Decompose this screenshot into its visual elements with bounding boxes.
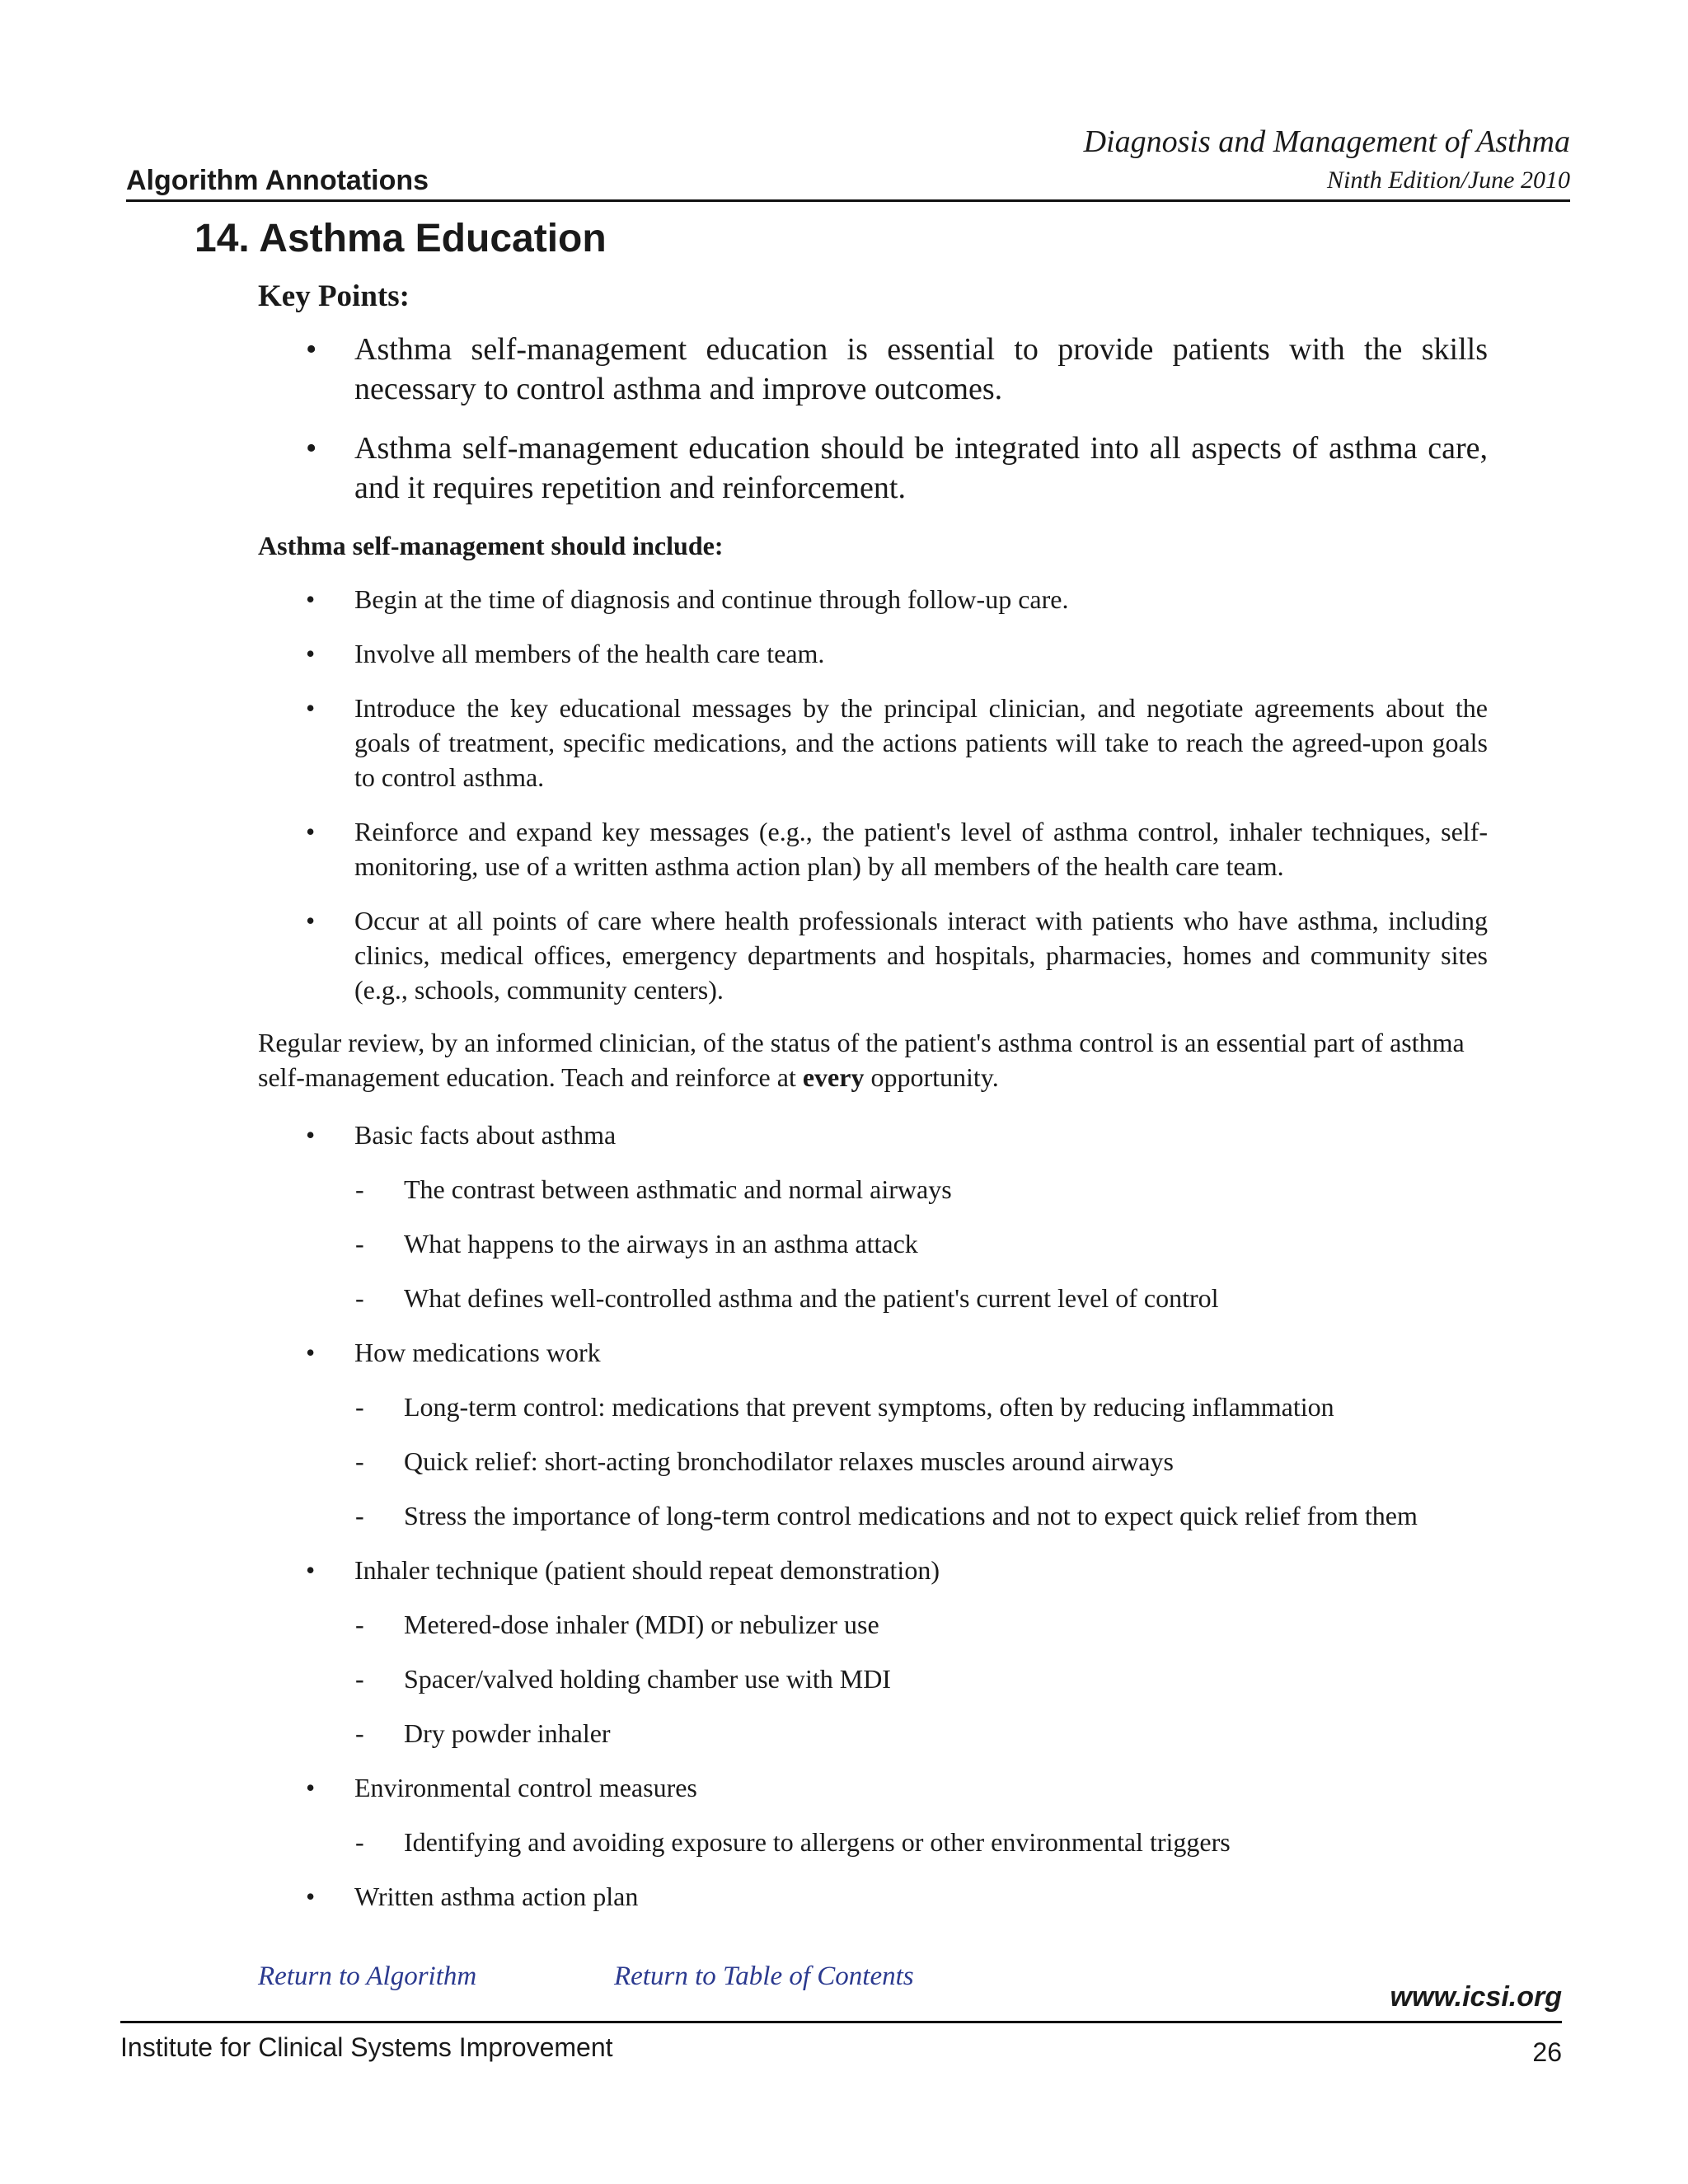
sub-item [258,1661,1488,1696]
sub-item-text: What defines well-controlled asthma and the patient's current level of control [404,1283,1219,1313]
sub-item [258,1172,1488,1207]
key-point [258,429,1488,508]
key-points-label: Key Points: [258,279,410,313]
dash-icon: - [355,1610,364,1639]
bullet-icon: • [306,906,316,935]
topic-label: Basic facts about asthma [354,1120,617,1150]
key-point-text: Asthma self-management education should be integrated into all aspects of asthma care, and it requires repetition and reinforcement. [354,431,1488,505]
sub-item-text: Dry powder inhaler [404,1718,611,1748]
sub-item-text: Metered-dose inhaler (MDI) or nebulizer use [404,1610,879,1639]
sub-item-text: Spacer/valved holding chamber use with MDI [404,1664,891,1694]
topic-item [258,1335,1488,1370]
header-rule [126,199,1570,202]
bullet-icon: • [306,1120,316,1150]
organization-name: Institute for Clinical Systems Improvement [120,2032,613,2062]
footer-rule [120,2021,1562,2023]
list-item-text: Reinforce and expand key messages (e.g., the patient's level of asthma control, inhaler techniques, self-monitoring, use of a written asthma action plan) by all members of the health care team. [354,817,1488,881]
bullet-icon: • [306,1338,316,1367]
key-point-text: Asthma self-management education is essential to provide patients with the skills necessary to control asthma and improve outcomes. [354,332,1488,406]
topic-item [258,1118,1488,1152]
topic-label: Written asthma action plan [354,1882,639,1911]
website-url: www.icsi.org [1390,1981,1562,2013]
review-text-end: opportunity. [864,1062,999,1092]
sub-item [258,1607,1488,1642]
sub-item [258,1716,1488,1750]
topic-item [258,1770,1488,1805]
document-title: Diagnosis and Management of Asthma [1083,124,1570,159]
topic-item [258,1879,1488,1914]
bullet-icon: • [306,693,316,723]
review-emphasis: every [802,1062,865,1092]
bullet-icon: • [306,1773,316,1802]
list-item [258,636,1488,671]
sub-item [258,1444,1488,1479]
list-item [258,582,1488,616]
list-item [258,691,1488,794]
sub-item-text: Identifying and avoiding exposure to allergens or other environmental triggers [404,1827,1231,1857]
sub-item-text: Long-term control: medications that prevent symptoms, often by reducing inflammation [404,1392,1334,1422]
bullet-icon: • [306,431,317,466]
topic-list [258,1118,1488,1933]
review-paragraph [258,1025,1488,1094]
return-to-toc-link[interactable]: Return to Table of Contents [614,1961,914,1991]
bullet-icon: • [306,639,316,668]
bullet-icon: • [306,332,317,367]
dash-icon: - [355,1501,364,1530]
topic-label: Inhaler technique (patient should repeat demonstration) [354,1555,940,1585]
list-item [258,903,1488,1007]
sub-item-text: What happens to the airways in an asthma attack [404,1229,918,1258]
sub-item [258,1825,1488,1859]
list-item [258,814,1488,883]
key-point [258,330,1488,409]
sub-item-text: The contrast between asthmatic and normal airways [404,1174,952,1204]
dash-icon: - [355,1664,364,1694]
bullet-icon: • [306,584,316,614]
include-label: Asthma self-management should include: [258,531,724,560]
sub-item-text: Quick relief: short-acting bronchodilator relaxes muscles around airways [404,1446,1174,1476]
bullet-icon: • [306,1555,316,1585]
dash-icon: - [355,1174,364,1204]
page-heading: 14. Asthma Education [195,217,607,260]
document-edition: Ninth Edition/June 2010 [1327,166,1570,194]
dash-icon: - [355,1283,364,1313]
list-item-text: Introduce the key educational messages by the principal clinician, and negotiate agreements about the goals of treatment, specific medications, and the actions patients will take to reach the agreed-upon goals to control asthma. [354,693,1488,792]
sub-item [258,1226,1488,1261]
list-item-text: Occur at all points of care where health professionals interact with patients who have asthma, including clinics, medical offices, emergency departments and hospitals, pharmacies, homes and community sites (e.g., schools, community centers). [354,906,1488,1005]
dash-icon: - [355,1392,364,1422]
bullet-icon: • [306,1882,316,1911]
return-to-algorithm-link[interactable]: Return to Algorithm [258,1961,477,1991]
topic-label: Environmental control measures [354,1773,697,1802]
page-number: 26 [1532,2037,1562,2067]
list-item-text: Involve all members of the health care team. [354,639,825,668]
topic-item [258,1553,1488,1587]
include-list [258,582,1488,1027]
sub-item-text: Stress the importance of long-term control medications and not to expect quick relief from them [404,1501,1418,1530]
sub-item [258,1498,1488,1533]
key-points-list [258,330,1488,527]
list-item-text: Begin at the time of diagnosis and continue through follow-up care. [354,584,1069,614]
bullet-icon: • [306,817,316,846]
sub-item [258,1390,1488,1424]
review-text: Regular review, by an informed clinician, of the status of the patient's asthma control is an essential part of asthma self-management education. Teach and reinforce at [258,1028,1465,1092]
sub-item [258,1281,1488,1315]
dash-icon: - [355,1718,364,1748]
dash-icon: - [355,1446,364,1476]
section-label: Algorithm Annotations [126,165,429,196]
dash-icon: - [355,1229,364,1258]
topic-label: How medications work [354,1338,601,1367]
dash-icon: - [355,1827,364,1857]
